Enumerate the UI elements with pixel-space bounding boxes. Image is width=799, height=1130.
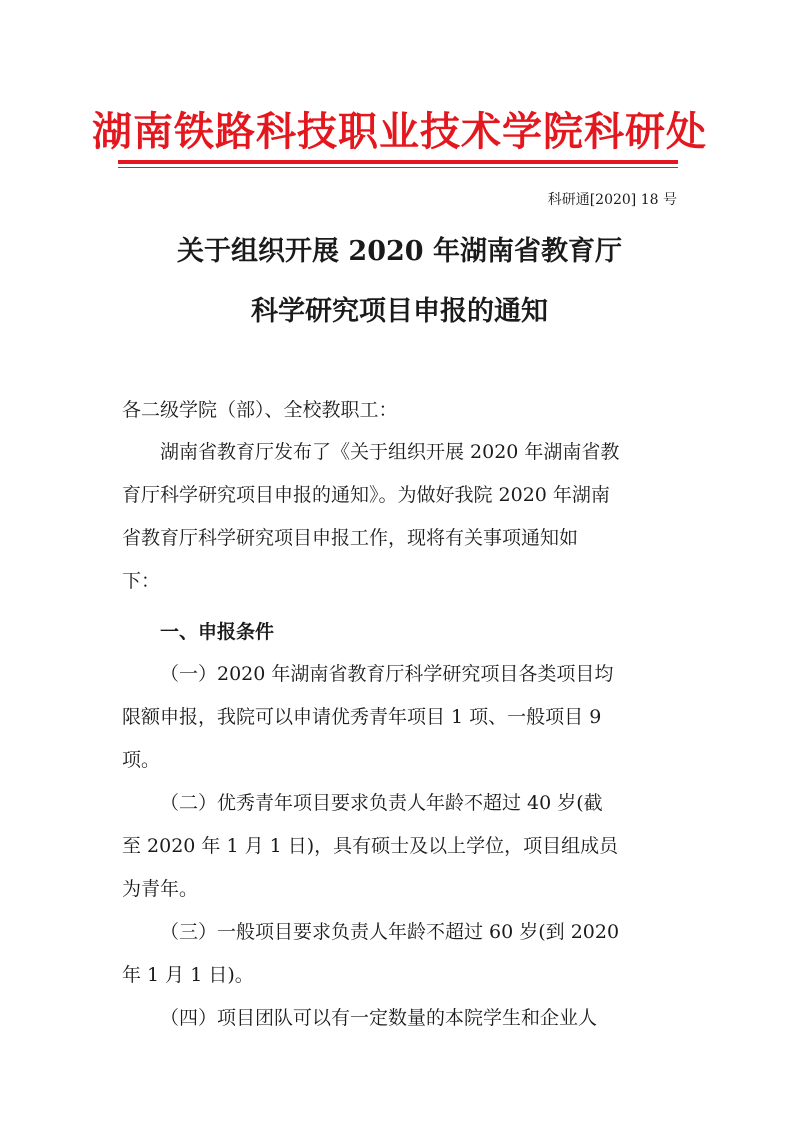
intro-line-1: 湖南省教育厅发布了《关于组织开展 2020 年湖南省教 [160, 441, 620, 463]
item-2-line-3: 为青年。 [122, 878, 199, 900]
item-3-line-1: （三）一般项目要求负责人年龄不超过 60 岁(到 2020 [160, 921, 620, 943]
header-red-rule [118, 160, 678, 164]
document-number: 科研通[2020] 18 号 [547, 192, 677, 208]
item-1-line-1: （一）2020 年湖南省教育厅科学研究项目各类项目均 [160, 663, 614, 685]
item-2-line-2: 至 2020 年 1 月 1 日)，具有硕士及以上学位，项目组成员 [122, 835, 619, 857]
header-org-name: 湖南铁路科技职业技术学院科研处 [92, 108, 707, 155]
item-1-line-3: 项。 [122, 749, 161, 771]
intro-line-3: 省教育厅科学研究项目申报工作，现将有关事项通知如 [122, 527, 579, 549]
header-red-rule-thin [118, 167, 678, 168]
item-4-line-1: （四）项目团队可以有一定数量的本院学生和企业人 [160, 1007, 598, 1029]
document-title-line-1: 关于组织开展 2020 年湖南省教育厅 [177, 236, 622, 267]
intro-line-2: 育厅科学研究项目申报的通知》。为做好我院 2020 年湖南 [122, 484, 610, 506]
intro-line-4: 下： [122, 570, 161, 592]
salutation: 各二级学院（部）、全校教职工： [122, 399, 398, 421]
document-title-line-2: 科学研究项目申报的通知 [251, 296, 548, 327]
item-2-line-1: （二）优秀青年项目要求负责人年龄不超过 40 岁(截 [160, 792, 603, 814]
section-1-heading: 一、申报条件 [160, 621, 275, 643]
item-1-line-2: 限额申报，我院可以申请优秀青年项目 1 项、一般项目 9 [122, 706, 602, 728]
item-3-line-2: 年 1 月 1 日)。 [122, 964, 254, 986]
